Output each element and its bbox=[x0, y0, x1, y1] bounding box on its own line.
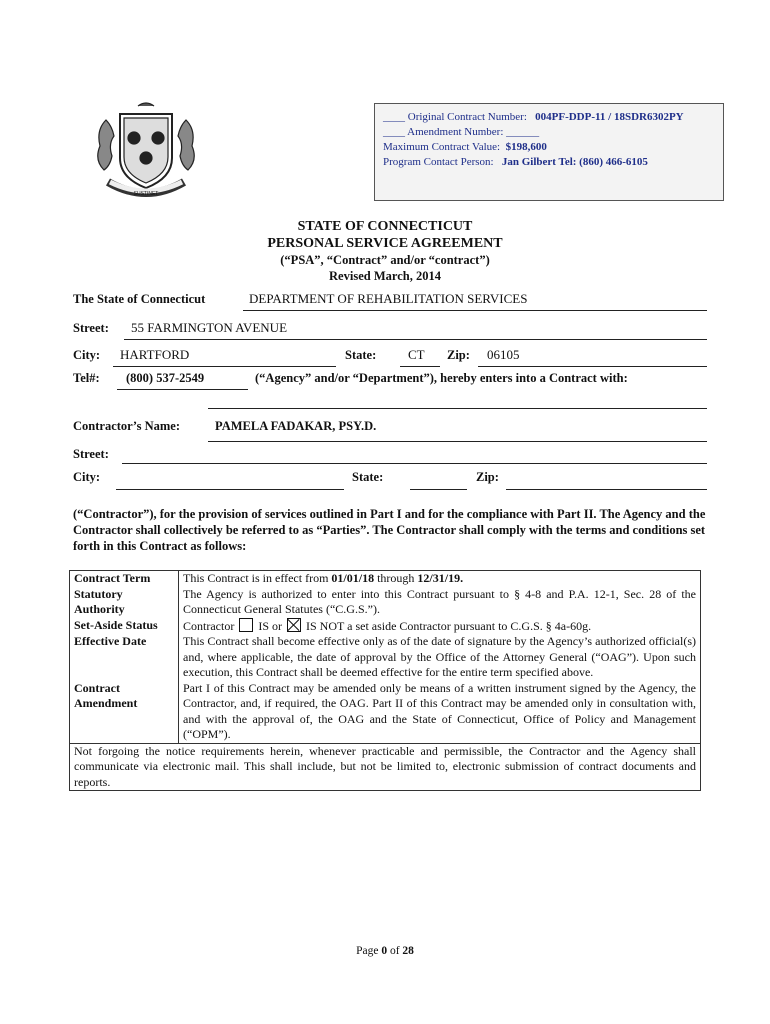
set-aside-text: Contractor IS or IS NOT a set aside Contractor pursuant to C.G.S. § 4a-60g. bbox=[179, 618, 701, 635]
contractor-name: PAMELA FADAKAR, PSY.D. bbox=[215, 419, 377, 433]
enters-contract-text: (“Agency” and/or “Department”), hereby enters into a Contract with: bbox=[255, 371, 628, 385]
tel-underline bbox=[117, 389, 248, 390]
contract-amendment-text: Part I of this Contract may be amended only be means of a written instrument signed by the Agency, the Contractor, and, if required, the OAG. Part II of this Contract may be amended only in consultation with, and with the approval of, the OAG and the State of Connecticut, Office of Policy and Management (“OPM”). bbox=[179, 681, 701, 744]
intro-paragraph: (“Contractor”), for the provision of services outlined in Part I and for the compliance with Part II. The Agency and the Contractor shall collectively be referred to as “Parties”. The Contractor shall comply with the terms and conditions set forth in this Contract as follows: bbox=[73, 507, 706, 553]
zip-label: Zip: bbox=[447, 348, 470, 362]
contractor-street-label: Street: bbox=[73, 447, 109, 461]
city-label: City: bbox=[73, 348, 101, 362]
contract-terms-table bbox=[69, 570, 701, 791]
table-row bbox=[70, 618, 701, 635]
contract-info-box bbox=[374, 103, 724, 201]
original-contract-value: 004PF-DDP-11 / 18SDR6302PY bbox=[535, 111, 684, 123]
agency-city: HARTFORD bbox=[120, 347, 190, 362]
page-number: Page 0 of 28 bbox=[356, 945, 414, 957]
amendment-number-label: ____ Amendment Number: ______ bbox=[383, 126, 540, 138]
title-state: STATE OF CONNECTICUT bbox=[297, 219, 473, 234]
contractor-state-label: State: bbox=[352, 470, 384, 484]
seal-motto: SUSTINET bbox=[133, 191, 159, 197]
zip-underline bbox=[478, 366, 707, 367]
notice-text: Not forgoing the notice requirements herein, whenever practicable and permissible, the Contractor and the Agency shall communicate via electronic mail. This shall include, but not be limited to, electronic submission of contract documents and reports. bbox=[70, 743, 701, 791]
table-row bbox=[70, 681, 701, 744]
effective-date-text: This Contract shall become effective only as of the date of signature by the Agency’s authorized official(s) and, where applicable, the date of approval by the Office of the Attorney General (“OAG”). Upon such execution, this Contract shall be deemed effective for the entire term specified above. bbox=[179, 634, 701, 681]
contractor-state-underline bbox=[410, 489, 467, 490]
state-field-label: State: bbox=[345, 348, 377, 362]
street-underline bbox=[124, 339, 707, 340]
original-contract-label: ____ Original Contract Number: bbox=[383, 111, 527, 123]
table-row bbox=[70, 634, 701, 681]
statutory-authority-text: The Agency is authorized to enter into this Contract pursuant to § 4-8 and P.A. 12-1, Sec. 28 of the Connecticut General Statutes (“C.G.S.”). bbox=[179, 587, 701, 618]
is-checkbox[interactable] bbox=[239, 618, 253, 632]
state-seal-logo bbox=[86, 100, 206, 204]
contract-term-label: Contract Term bbox=[70, 571, 179, 587]
contact-person-label: Program Contact Person: bbox=[383, 156, 494, 168]
max-value-value: $198,600 bbox=[505, 141, 547, 153]
table-row bbox=[70, 743, 701, 791]
agency-tel: (800) 537-2549 bbox=[126, 371, 205, 385]
contractor-name-underline bbox=[208, 441, 707, 442]
contractor-street-underline bbox=[122, 463, 707, 464]
agency-zip: 06105 bbox=[487, 347, 520, 362]
state-underline bbox=[400, 366, 440, 367]
contractor-city-underline bbox=[116, 489, 344, 490]
tel-label: Tel#: bbox=[73, 371, 100, 385]
statutory-authority-label: Statutory Authority bbox=[70, 587, 179, 618]
table-row bbox=[70, 571, 701, 587]
agency-state: CT bbox=[408, 347, 425, 362]
contractor-top-line bbox=[208, 408, 707, 409]
city-underline bbox=[113, 366, 336, 367]
contractor-city-label: City: bbox=[73, 470, 101, 484]
contractor-name-label: Contractor’s Name: bbox=[73, 419, 181, 433]
max-value-label: Maximum Contract Value: bbox=[383, 141, 501, 153]
street-label: Street: bbox=[73, 321, 109, 335]
effective-date-label: Effective Date bbox=[70, 634, 179, 681]
state-label: The State of Connecticut bbox=[73, 292, 206, 306]
department-underline bbox=[243, 310, 707, 311]
set-aside-label: Set-Aside Status bbox=[70, 618, 179, 635]
department-name: DEPARTMENT OF REHABILITATION SERVICES bbox=[249, 291, 528, 306]
contact-person-value: Jan Gilbert Tel: (860) 466-6105 bbox=[501, 156, 648, 168]
agency-street: 55 FARMINGTON AVENUE bbox=[131, 320, 288, 335]
title-aliases: (“PSA”, “Contract” and/or “contract”) bbox=[280, 253, 490, 267]
contract-amendment-label: Contract Amendment bbox=[70, 681, 179, 744]
is-not-checkbox[interactable] bbox=[287, 618, 301, 632]
title-revised: Revised March, 2014 bbox=[329, 269, 441, 283]
table-row bbox=[70, 587, 701, 618]
contractor-zip-label: Zip: bbox=[476, 470, 499, 484]
contract-term-text: This Contract is in effect from 01/01/18 through 12/31/19. bbox=[179, 571, 701, 587]
title-psa: PERSONAL SERVICE AGREEMENT bbox=[267, 236, 503, 251]
contractor-zip-underline bbox=[506, 489, 707, 490]
